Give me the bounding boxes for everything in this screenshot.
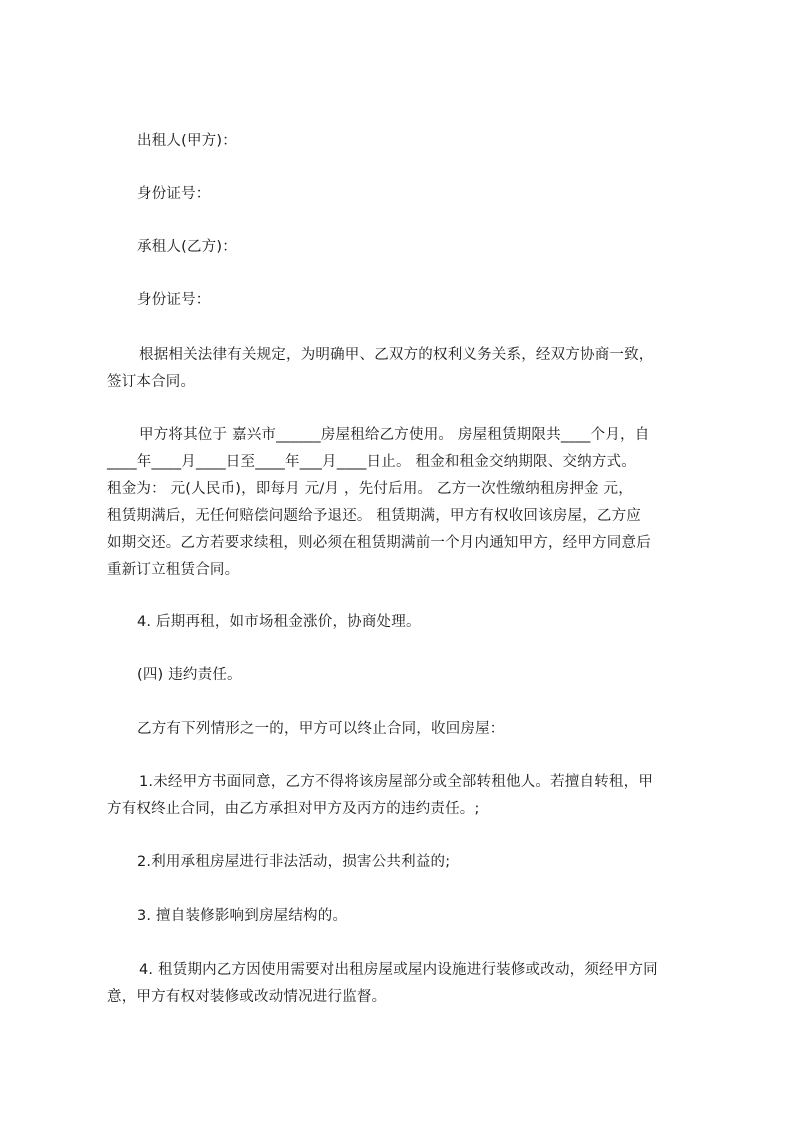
clause-1-line-2: 方有权终止合同，由乙方承担对甲方及丙方的违约责任。;: [107, 801, 480, 817]
section-4-heading: (四) 违约责任。: [137, 667, 242, 683]
clause-3: 3. 擅自装修影响到房屋结构的。: [137, 908, 348, 924]
clause-1-line-1: 1.未经甲方书面同意，乙方不得将该房屋部分或全部转租他人。若擅自转租，甲: [139, 774, 654, 790]
lease-terms-line-3: 租金为： 元(人民币)，即每月 元/月 ，先付后用。 乙方一次性缴纳租房押金 元，: [107, 481, 633, 497]
intro-line-1: 根据相关法律有关规定，为明确甲、乙双方的权利义务关系，经双方协商一致，: [139, 347, 654, 363]
lease-terms-line-2: ____年____月____日至____年___月____日止。 租金和租金交纳期限、交纳方式。: [107, 454, 636, 470]
lessee-id-label: 身份证号：: [137, 292, 211, 308]
clause-2: 2.利用承租房屋进行非法活动，损害公共利益的;: [137, 854, 451, 870]
lease-terms-line-5: 如期交还。乙方若要求续租，则必须在租赁期满前一个月内通知甲方，经甲方同意后: [107, 535, 651, 551]
intro-line-2: 签订本合同。: [107, 374, 196, 390]
item-4-rent: 4. 后期再租，如市场租金涨价，协商处理。: [137, 614, 421, 630]
clause-4-line-2: 意，甲方有权对装修或改动情况进行监督。: [107, 989, 387, 1005]
lessor-label: 出租人(甲方)：: [137, 133, 237, 149]
lease-terms-line-6: 重新订立租赁合同。: [107, 562, 240, 578]
lessor-id-label: 身份证号：: [137, 186, 211, 202]
lease-terms-line-1: 甲方将其位于 嘉兴市______房屋租给乙方使用。 房屋租赁期限共____个月，自: [139, 427, 650, 443]
lessee-label: 承租人(乙方)：: [137, 239, 237, 255]
termination-intro: 乙方有下列情形之一的，甲方可以终止合同，收回房屋：: [137, 721, 505, 737]
lease-terms-line-4: 租赁期满后，无任何赔偿问题给予退还。 租赁期满，甲方有权收回该房屋，乙方应: [107, 508, 642, 524]
clause-4-line-1: 4. 租赁期内乙方因使用需要对出租房屋或屋内设施进行装修或改动，须经甲方同: [139, 962, 658, 978]
